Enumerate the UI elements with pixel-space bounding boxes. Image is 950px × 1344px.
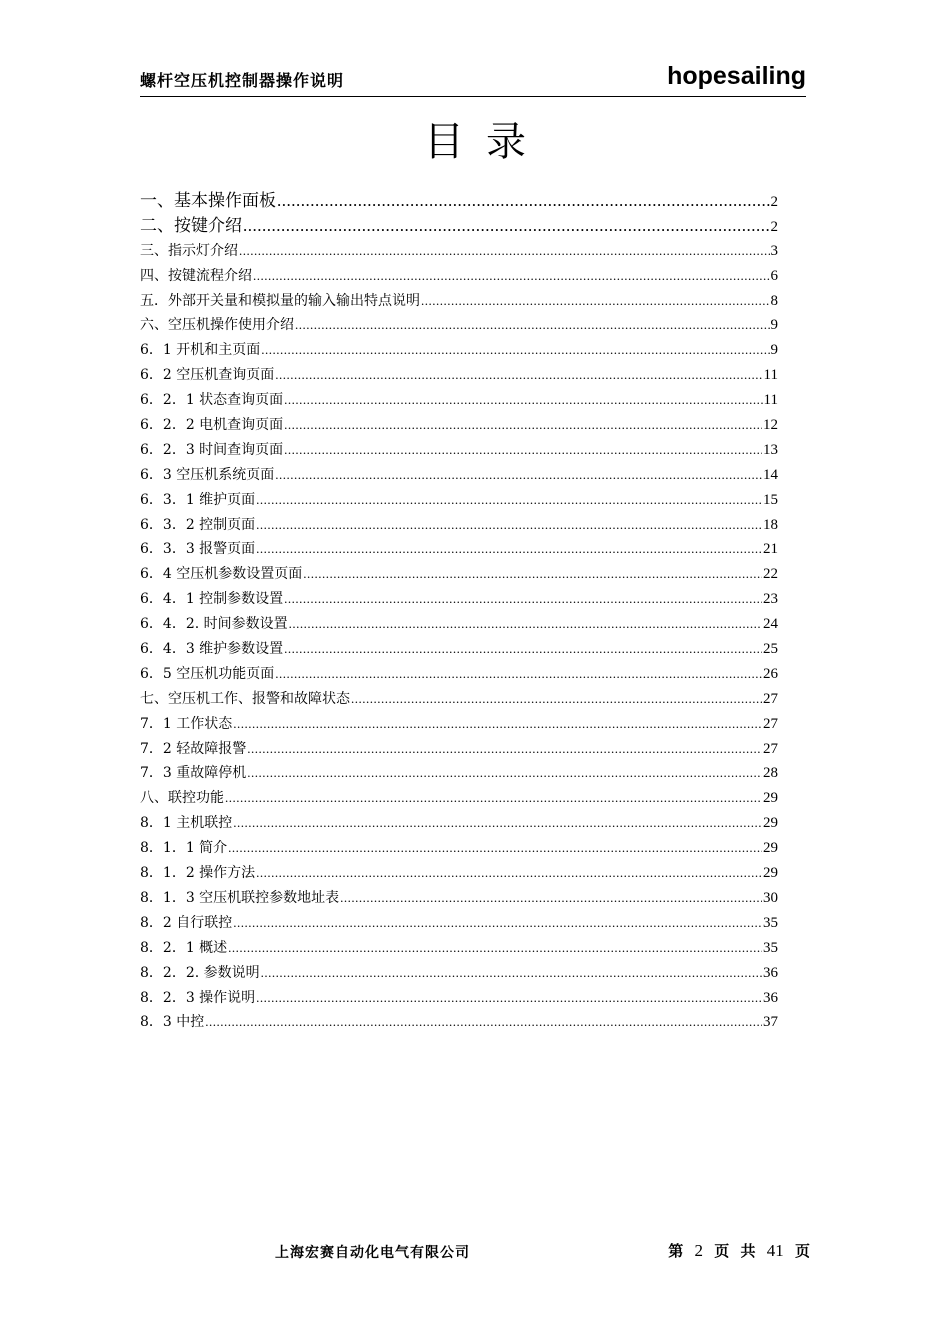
toc-entry-page: 8 (770, 292, 778, 309)
toc-entry-label: 五．外部开关量和模拟量的输入输出特点说明 (140, 292, 420, 309)
toc-dot-leader (247, 737, 762, 762)
toc-dot-leader (256, 861, 762, 886)
toc-dot-leader (253, 264, 770, 289)
toc-entry-label: 6．2．1 状态查询页面 (140, 392, 284, 409)
toc-dot-leader (261, 961, 762, 986)
toc-entry-label: 7．2 轻故障报警 (140, 740, 247, 757)
page-mid: 页 共 (714, 1242, 756, 1260)
toc-entry-page: 35 (763, 939, 778, 956)
toc-entry-label: 二、按键介绍 (140, 215, 242, 236)
toc-entry-page: 35 (763, 914, 778, 931)
toc-dot-leader (303, 562, 762, 587)
toc-entry-label: 一、基本操作面板 (140, 191, 276, 211)
toc-dot-leader (228, 836, 762, 861)
toc-dot-leader (233, 911, 762, 936)
table-of-contents (140, 189, 778, 1035)
toc-entry-page: 3 (770, 242, 778, 259)
toc-entry-page: 27 (763, 740, 778, 757)
toc-dot-leader (256, 986, 762, 1011)
toc-entry[interactable] (140, 761, 778, 786)
toc-entry-page: 27 (763, 715, 778, 732)
toc-entry-page: 15 (763, 491, 778, 508)
header-divider (140, 96, 806, 97)
toc-entry-label: 6．2 空压机查询页面 (140, 367, 275, 384)
toc-entry-label: 七、空压机工作、报警和故障状态 (140, 690, 350, 707)
toc-dot-leader (261, 338, 769, 363)
toc-dot-leader (275, 463, 762, 488)
toc-entry-page: 11 (763, 367, 778, 384)
toc-entry[interactable] (140, 737, 778, 762)
toc-entry-page: 29 (763, 790, 778, 807)
toc-entry-label: 6．4 空压机参数设置页面 (140, 566, 303, 583)
toc-dot-leader (284, 637, 762, 662)
toc-entry-page: 6 (770, 267, 778, 284)
page-current: 2 (694, 1241, 704, 1260)
toc-entry-label: 6．3．3 报警页面 (140, 541, 256, 558)
toc-dot-leader (205, 1010, 762, 1035)
toc-entry-page: 13 (763, 441, 778, 458)
footer-company: 上海宏赛自动化电气有限公司 (275, 1245, 470, 1261)
toc-dot-leader (340, 886, 762, 911)
page-title: 目录 (424, 119, 548, 165)
toc-entry-label: 8．2．1 概述 (140, 939, 228, 956)
toc-entry-page: 2 (770, 194, 778, 210)
toc-entry-page: 12 (763, 417, 778, 434)
toc-entry-page: 9 (770, 317, 778, 334)
page-total: 41 (766, 1241, 784, 1260)
toc-entry[interactable] (140, 264, 778, 289)
toc-entry-label: 六、空压机操作使用介绍 (140, 317, 294, 334)
toc-entry-page: 14 (763, 466, 778, 483)
toc-entry-label: 四、按键流程介绍 (140, 267, 252, 284)
toc-entry[interactable] (140, 289, 778, 314)
toc-entry[interactable] (140, 363, 778, 388)
toc-entry-page: 21 (763, 541, 778, 558)
brand-logo: hopesailing (667, 62, 806, 90)
toc-entry-label: 8．1 主机联控 (140, 815, 233, 832)
toc-dot-leader (256, 537, 762, 562)
toc-dot-leader (421, 289, 770, 314)
toc-entry[interactable] (140, 562, 778, 587)
toc-entry-page: 24 (763, 616, 778, 633)
toc-entry[interactable] (140, 786, 778, 811)
toc-entry-label: 7．3 重故障停机 (140, 765, 247, 782)
toc-dot-leader (275, 662, 762, 687)
toc-entry-label: 6．5 空压机功能页面 (140, 665, 275, 682)
toc-entry-page: 37 (763, 1014, 778, 1031)
toc-dot-leader (284, 388, 762, 413)
toc-entry-page: 26 (763, 665, 778, 682)
toc-entry[interactable] (140, 986, 778, 1011)
toc-dot-leader (239, 239, 770, 264)
toc-dot-leader (284, 587, 762, 612)
toc-dot-leader (295, 313, 770, 338)
toc-entry-page: 30 (763, 889, 778, 906)
toc-dot-leader (284, 438, 762, 463)
toc-dot-leader (228, 936, 762, 961)
toc-entry-page: 25 (763, 641, 778, 658)
toc-entry[interactable] (140, 313, 778, 338)
toc-entry[interactable] (140, 911, 778, 936)
toc-dot-leader (275, 363, 762, 388)
page-suffix: 页 (794, 1242, 810, 1260)
toc-entry[interactable] (140, 936, 778, 961)
toc-entry[interactable] (140, 463, 778, 488)
toc-entry-page: 36 (763, 964, 778, 981)
toc-entry-label: 8．1．1 简介 (140, 840, 228, 857)
toc-entry[interactable] (140, 488, 778, 513)
toc-entry-page: 29 (763, 865, 778, 882)
toc-entry-label: 8．2 自行联控 (140, 914, 233, 931)
toc-entry[interactable] (140, 662, 778, 687)
toc-dot-leader (277, 189, 770, 214)
toc-dot-leader (284, 413, 762, 438)
toc-entry-label: 6．1 开机和主页面 (140, 342, 261, 359)
toc-entry[interactable] (140, 388, 778, 413)
toc-entry[interactable] (140, 687, 778, 712)
toc-entry[interactable] (140, 811, 778, 836)
toc-entry[interactable] (140, 413, 778, 438)
toc-entry[interactable] (140, 537, 778, 562)
toc-entry[interactable] (140, 886, 778, 911)
document-title: 螺杆空压机控制器操作说明 (140, 71, 345, 90)
toc-entry-label: 6．3 空压机系统页面 (140, 466, 275, 483)
page-prefix: 第 (668, 1242, 684, 1260)
toc-entry-page: 9 (770, 342, 778, 359)
toc-entry-label: 6．4．3 维护参数设置 (140, 641, 284, 658)
toc-dot-leader (243, 214, 770, 239)
toc-entry[interactable] (140, 961, 778, 986)
toc-entry-page: 29 (763, 815, 778, 832)
toc-entry-page: 27 (763, 690, 778, 707)
toc-entry-page: 36 (763, 989, 778, 1006)
toc-dot-leader (247, 761, 762, 786)
toc-entry[interactable] (140, 214, 778, 239)
toc-entry-label: 8．3 中控 (140, 1014, 205, 1031)
toc-entry-page: 18 (763, 516, 778, 533)
toc-entry[interactable] (140, 587, 778, 612)
toc-entry-page: 2 (770, 218, 778, 235)
toc-entry[interactable] (140, 513, 778, 538)
toc-dot-leader (256, 513, 762, 538)
toc-entry-label: 6．3．1 维护页面 (140, 491, 256, 508)
toc-entry-label: 7．1 工作状态 (140, 715, 233, 732)
toc-dot-leader (289, 612, 762, 637)
toc-entry-page: 22 (763, 566, 778, 583)
toc-dot-leader (233, 712, 762, 737)
footer-page-number (668, 1240, 810, 1261)
toc-dot-leader (256, 488, 762, 513)
toc-entry[interactable] (140, 612, 778, 637)
toc-entry-label: 8．1．2 操作方法 (140, 865, 256, 882)
toc-entry-label: 6．3．2 控制页面 (140, 516, 256, 533)
toc-entry-label: 6．4．1 控制参数设置 (140, 591, 284, 608)
toc-entry-label: 6．2．3 时间查询页面 (140, 441, 284, 458)
toc-entry[interactable] (140, 338, 778, 363)
toc-dot-leader (351, 687, 762, 712)
toc-entry-label: 6．4．2. 时间参数设置 (140, 616, 288, 633)
toc-entry-page: 23 (763, 591, 778, 608)
toc-entry-label: 8．2．3 操作说明 (140, 989, 256, 1006)
toc-entry[interactable] (140, 637, 778, 662)
toc-entry-label: 8．2．2. 参数说明 (140, 964, 260, 981)
toc-entry-page: 28 (763, 765, 778, 782)
toc-dot-leader (225, 786, 762, 811)
toc-entry[interactable] (140, 189, 778, 214)
toc-entry[interactable] (140, 239, 778, 264)
toc-entry-label: 8．1．3 空压机联控参数地址表 (140, 889, 340, 906)
toc-entry-page: 29 (763, 840, 778, 857)
toc-entry-label: 八、联控功能 (140, 790, 224, 807)
toc-entry[interactable] (140, 438, 778, 463)
toc-entry-label: 三、指示灯介绍 (140, 242, 238, 259)
toc-entry[interactable] (140, 712, 778, 737)
toc-entry-label: 6．2．2 电机查询页面 (140, 417, 284, 434)
toc-entry-page: 11 (763, 392, 778, 409)
toc-entry[interactable] (140, 1010, 778, 1035)
toc-dot-leader (233, 811, 762, 836)
toc-entry[interactable] (140, 836, 778, 861)
toc-entry[interactable] (140, 861, 778, 886)
